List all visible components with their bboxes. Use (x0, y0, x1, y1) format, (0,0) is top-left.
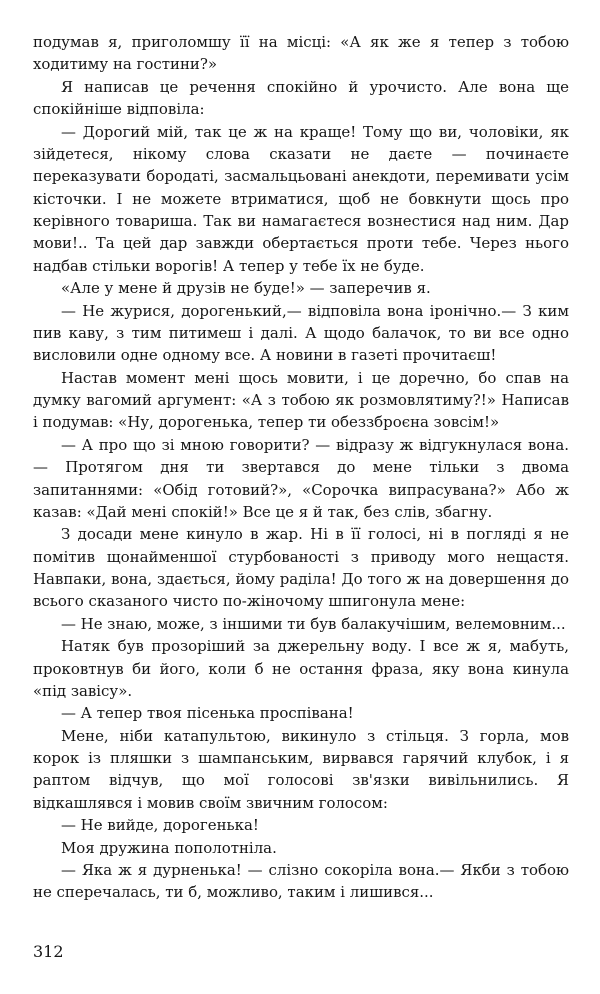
paragraph-2: Я написав це речення спокійно й урочисто. Але вона ще спокійніше відповіла: (33, 77, 569, 119)
paragraph-12: Мене, ніби катапультою, викинуло з стільця. З горла, мов корок із пляшки з шампанським, вирвався гарячий клубок, і я раптом відчув, що мої голосові зв'язки вивільнились. Я відкашлявся і мовив своїм звичним голосом: (33, 726, 569, 812)
paragraph-8: З досади мене кинуло в жар. Ні в її голосі, ні в погляді я не помітив щонайменшої стурбованості з приводу мого нещастя. Навпаки, вона, здається, йому раділа! До того ж на довершення до всього сказаного чисто по-жіночому шпигонула мене: (33, 525, 569, 611)
paragraph-4: «Але у мене й друзів не буде!» — заперечив я. (61, 279, 431, 298)
paragraph-1: подумав я, приголомшу її на місці: «А як же я тепер з тобою ходитиму на гостини?» (33, 33, 569, 74)
paragraph-14: Моя дружина пополотніла. (61, 838, 277, 857)
paragraph-3: — Дорогий мій, так це ж на краще! Тому що ви, чоловіки, як зійдетеся, нікому слова сказати не даєте — починаєте переказувати бородаті, засмальцьовані анекдоти, перемивати усім кісточки. І не можете втриматися, щоб не бовкнути щось про керівного товариша. Так ви намагаєтеся вознестися над ним. Дар мови!.. Та цей дар завжди обертається проти тебе. Через нього надбав стільки ворогів! А тепер у тебе їх не буде. (33, 122, 569, 275)
paragraph-10: Натяк був прозоріший за джерельну воду. І все ж я, мабуть, проковтнув би його, коли б не остання фраза, яку вона кинула «під завісу». (33, 637, 569, 700)
paragraph-7: — А про що зі мною говорити? — відразу ж відгукнулася вона.— Протягом дня ти звертався до мене тільки з двома запитаннями: «Обід готовий?», «Сорочка випрасувана?» Або ж казав: «Дай мені спокій!» Все це я й так, без слів, збагну. (33, 435, 569, 521)
paragraph-6: Настав момент мені щось мовити, і це доречно, бо спав на думку вагомий аргумент: «А з тобою як розмовлятиму?!» Написав і подумав: «Ну, дорогенька, тепер ти обеззброєна зовсім!» (33, 368, 569, 432)
page-number: 312 (33, 942, 64, 961)
book-page-text (33, 31, 569, 904)
paragraph-5: — Не журися, дорогенький,— відповіла вона іронічно.— З ким пив каву, з тим питимеш і далі. А щодо балачок, то ви все одно висловили одне одному все. А новини в газеті прочитаєш! (33, 301, 569, 365)
paragraph-11: — А тепер твоя пісенька проспівана! (61, 704, 354, 723)
paragraph-13: — Не вийде, дорогенька! (61, 816, 259, 835)
paragraph-15: — Яка ж я дурненька! — слізно сокоріла вона.— Якби з тобою не сперечалась, ти б, можливо, таким і лишився... (33, 860, 569, 902)
paragraph-9: — Не знаю, може, з іншими ти був балакучішим, велемовним... (61, 614, 566, 633)
